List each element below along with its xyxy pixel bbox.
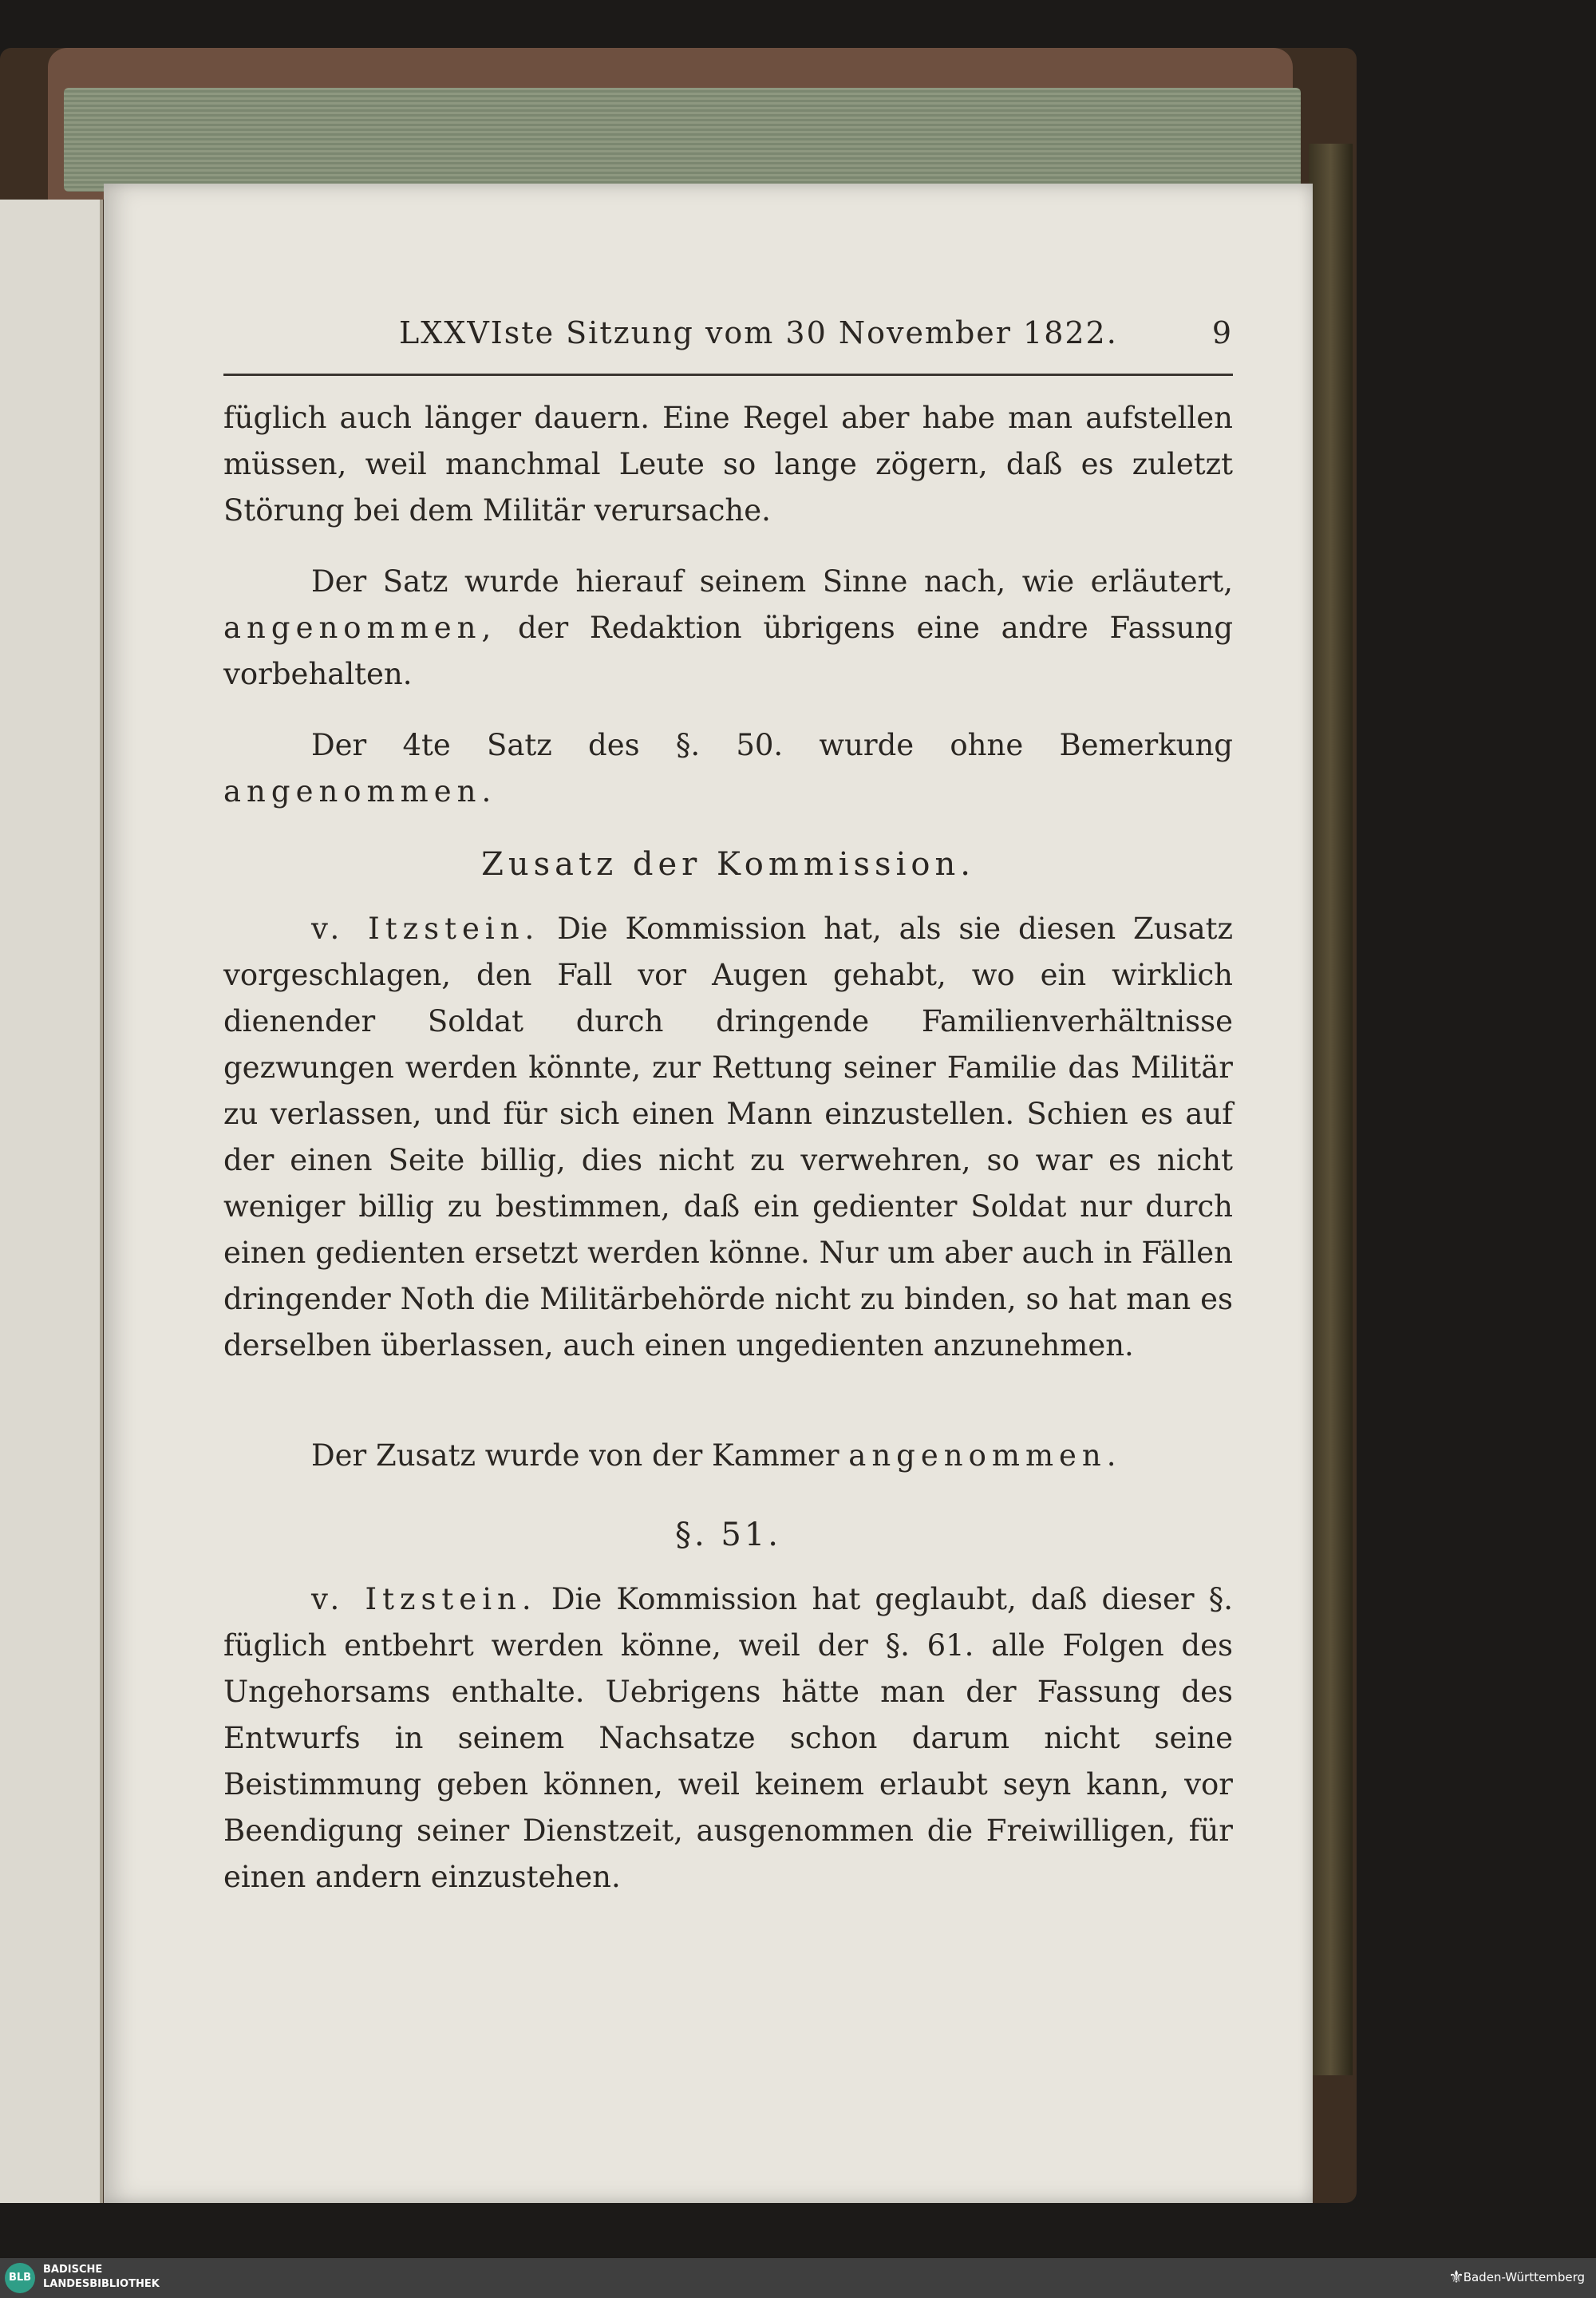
footer-bar — [0, 2258, 1596, 2298]
paragraph-2-spaced: angenommen, — [223, 611, 497, 645]
left-page-margin — [0, 200, 103, 2203]
coat-of-arms-icon: ⚜ — [1448, 2268, 1464, 2288]
running-header — [223, 315, 1233, 363]
paragraph-2-text-b: der Redaktion übrigens eine andre Fassung vorbehalten. — [223, 611, 1234, 691]
paragraph-3-spaced: angenommen. — [223, 774, 497, 809]
paragraph-5-spaced: angenommen. — [848, 1438, 1122, 1473]
paragraph-1 — [223, 395, 1233, 534]
header-title: LXXVIste Sitzung vom 30 November 1822. — [399, 315, 1118, 350]
paragraph-5 — [223, 1433, 1233, 1479]
book-right-edge — [1309, 144, 1353, 2075]
paragraph-3 — [223, 722, 1233, 815]
institution-line-2: LANDESBIBLIOTHEK — [43, 2278, 160, 2290]
paragraph-5-text: Der Zusatz wurde von der Kammer — [311, 1438, 839, 1473]
institution-line-1: BADISCHE — [43, 2264, 103, 2276]
paragraph-4 — [223, 906, 1233, 1369]
paragraph-4-text: Die Kommission hat, als sie diesen Zusatz vorgeschlagen, den Fall vor Augen gehabt, wo ein wirklich dienender Soldat durch dringende Familienverhältnisse gezwungen werden könnte, zur Rettung seiner Familie das Militär zu verlassen, und für sich einen Mann einzustellen. Schien es auf der einen Seite billig, dies nicht zu verwehren, so war es nicht weniger billig zu bestimmen, daß ein gedienter Soldat nur durch einen gedienten ersetzt werden könne. Nur um aber auch in Fällen dringender Noth die Militärbehörde nicht zu binden, so hat man es derselben überlassen, auch einen ungedienten anzunehmen. — [223, 912, 1233, 1363]
header-rule — [223, 374, 1233, 376]
speaker-name-2: v. Itzstein. — [311, 1582, 537, 1616]
section-heading-zusatz: Zusatz der Kommission. — [481, 846, 975, 883]
paragraph-6-text: Die Kommission hat geglaubt, daß dieser §. füglich entbehrt werden könne, weil der §. 61. alle Folgen des Ungehorsams enthalte. Uebrigens hätte man der Fassung des Entwurfs in seinem Nachsatze schon darum nicht seine Beistimmung geben können, weil keinem erlaubt seyn kann, vor Beendigung seiner Dienstzeit, ausgenommen die Freiwilligen, für einen andern einzustehen. — [223, 1582, 1233, 1894]
institution-name[interactable] — [43, 2263, 160, 2292]
paragraph-1-text: füglich auch länger dauern. Eine Regel aber habe man aufstellen müssen, weil manchmal Leute so lange zögern, daß es zuletzt Störung bei dem Militär verursache. — [223, 401, 1233, 528]
partner-name[interactable]: Baden-Württemberg — [1463, 2270, 1585, 2284]
paragraph-2 — [223, 559, 1233, 698]
page-edges — [64, 88, 1301, 192]
paragraph-3-text: Der 4te Satz des §. 50. wurde ohne Bemerkung — [311, 728, 1233, 762]
paragraph-6 — [223, 1576, 1233, 1900]
section-heading-paragraph-51: §. 51. — [674, 1517, 782, 1553]
paragraph-2-text-a: Der Satz wurde hierauf seinem Sinne nach, wie erläutert, — [311, 564, 1233, 599]
book-page — [104, 184, 1313, 2203]
page-number: 9 — [1211, 315, 1233, 350]
blb-logo-icon[interactable]: BLB — [5, 2263, 35, 2293]
speaker-name: v. Itzstein. — [311, 912, 540, 946]
